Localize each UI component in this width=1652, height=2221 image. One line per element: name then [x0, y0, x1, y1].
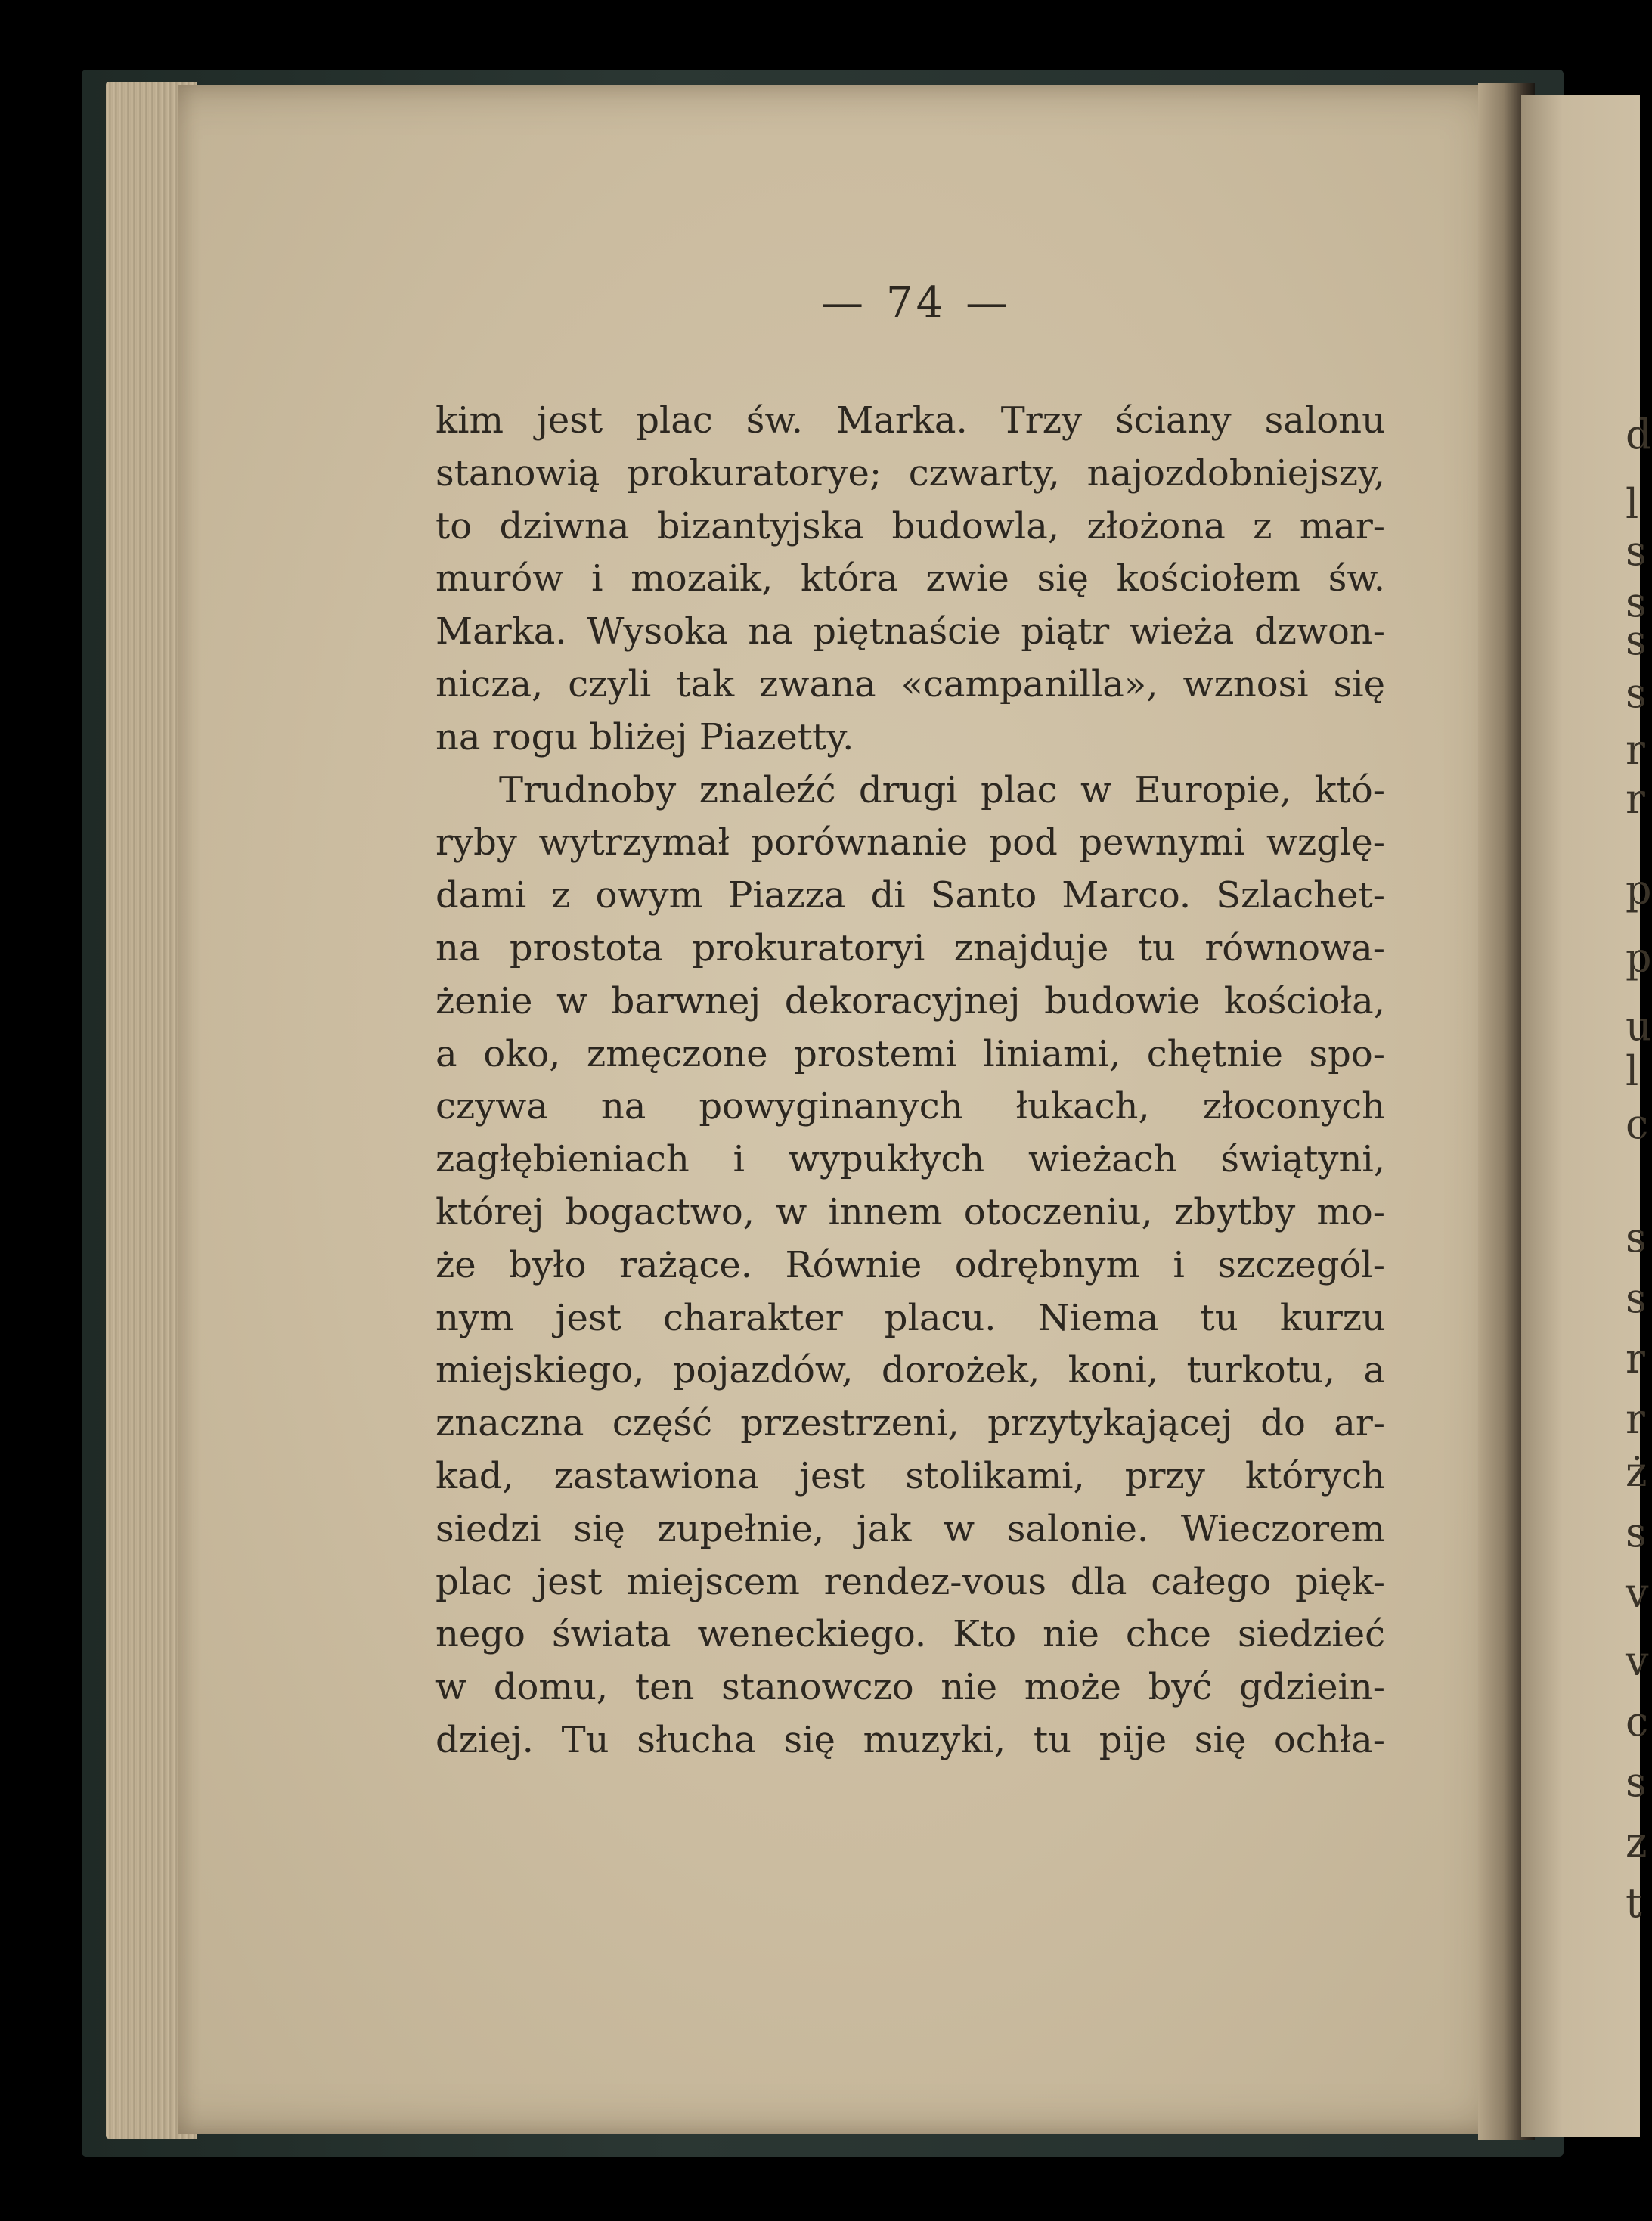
text-line: zagłębieniach i wypukłych wieżach świątyni,: [435, 1138, 1385, 1181]
text-line: nym jest charakter placu. Niema tu kurzu: [435, 1296, 1385, 1339]
page-number-dash-right: —: [965, 278, 1012, 327]
page-number: 74: [886, 278, 947, 327]
text-line: ryby wytrzymał porównanie pod pewnymi wzglę-: [435, 821, 1385, 864]
right-page-letter-fragment: c: [1626, 1100, 1649, 1148]
text-line: że było rażące. Równie odrębnym i szczegól-: [435, 1243, 1385, 1286]
text-line: kad, zastawiona jest stolikami, przy których: [435, 1454, 1385, 1497]
right-page-letter-fragment: r: [1626, 1395, 1645, 1443]
text-line: dziej. Tu słucha się muzyki, tu pije się ochła-: [435, 1718, 1385, 1761]
right-page-letter-fragment: ż: [1626, 1448, 1647, 1496]
right-page-letter-fragment: s: [1626, 1214, 1647, 1261]
text-line: na rogu bliżej Piazetty.: [435, 715, 854, 758]
text-line: czywa na powyginanych łukach, złoconych: [435, 1085, 1385, 1128]
right-page-letter-fragment: r: [1626, 1335, 1645, 1382]
body-text: [435, 395, 1385, 1767]
text-line: Trudnoby znaleźć drugi plac w Europie, któ-: [499, 768, 1385, 811]
page-number-header: [801, 278, 1028, 327]
text-line: miejskiego, pojazdów, dorożek, koni, turkotu, a: [435, 1349, 1385, 1392]
right-page-letter-fragment: r: [1626, 775, 1645, 823]
text-line: a oko, zmęczone prostemi liniami, chętnie spo-: [435, 1032, 1385, 1075]
text-line: nicza, czyli tak zwana «campanilla», wznosi się: [435, 662, 1385, 706]
text-line: której bogactwo, w innem otoczeniu, zbytby mo-: [435, 1190, 1385, 1233]
right-page-letter-fragment: s: [1626, 1274, 1647, 1322]
text-line: dami z owym Piazza di Santo Marco. Szlachet-: [435, 874, 1385, 917]
right-page-letter-fragment: t: [1626, 1879, 1642, 1927]
page-number-dash-left: —: [821, 278, 866, 327]
right-page-letter-fragment: r: [1626, 726, 1645, 774]
text-line: żenie w barwnej dekoracyjnej budowie kościoła,: [435, 979, 1385, 1022]
text-line: znaczna część przestrzeni, przytykającej do ar-: [435, 1402, 1385, 1445]
right-page: [1521, 95, 1640, 2137]
text-line: Marka. Wysoka na piętnaście piątr wieża dzwon-: [435, 610, 1385, 653]
text-line: siedzi się zupełnie, jak w salonie. Wieczorem: [435, 1507, 1385, 1550]
right-page-letter-fragment: z: [1626, 1819, 1647, 1866]
right-page-letter-fragment: p: [1626, 934, 1652, 982]
right-page-letter-fragment: l: [1626, 480, 1639, 528]
right-page-letter-fragment: c: [1626, 1698, 1649, 1745]
right-page-letter-fragment: d: [1626, 411, 1652, 458]
right-page-letter-fragment: s: [1626, 669, 1647, 717]
text-line: w domu, ten stanowczo nie może być gdziein-: [435, 1666, 1385, 1709]
right-page-letter-fragment: v: [1626, 1569, 1649, 1617]
right-page-letter-fragment: l: [1626, 1047, 1639, 1095]
right-page-letter-fragment: s: [1626, 1758, 1647, 1806]
text-line: na prostota prokuratoryi znajduje tu równowa-: [435, 926, 1385, 969]
right-page-letter-fragment: s: [1626, 527, 1647, 575]
right-page-letter-fragment: s: [1626, 1509, 1647, 1556]
right-page-letter-fragment: p: [1626, 866, 1652, 914]
text-line: nego świata weneckiego. Kto nie chce siedzieć: [435, 1613, 1385, 1656]
right-page-letter-fragment: s: [1626, 579, 1647, 626]
right-page-letter-fragment: u: [1626, 1002, 1652, 1050]
right-page-letter-fragment: v: [1626, 1637, 1649, 1685]
text-line: murów i mozaik, która zwie się kościołem św.: [435, 557, 1385, 600]
text-line: stanowią prokuratorye; czwarty, najozdobniejszy,: [435, 451, 1385, 495]
right-page-letter-fragment: s: [1626, 616, 1647, 664]
text-line: plac jest miejscem rendez-vous dla całego pięk-: [435, 1560, 1385, 1603]
text-line: kim jest plac św. Marka. Trzy ściany salonu: [435, 399, 1385, 442]
text-line: to dziwna bizantyjska budowla, złożona z mar-: [435, 504, 1385, 547]
